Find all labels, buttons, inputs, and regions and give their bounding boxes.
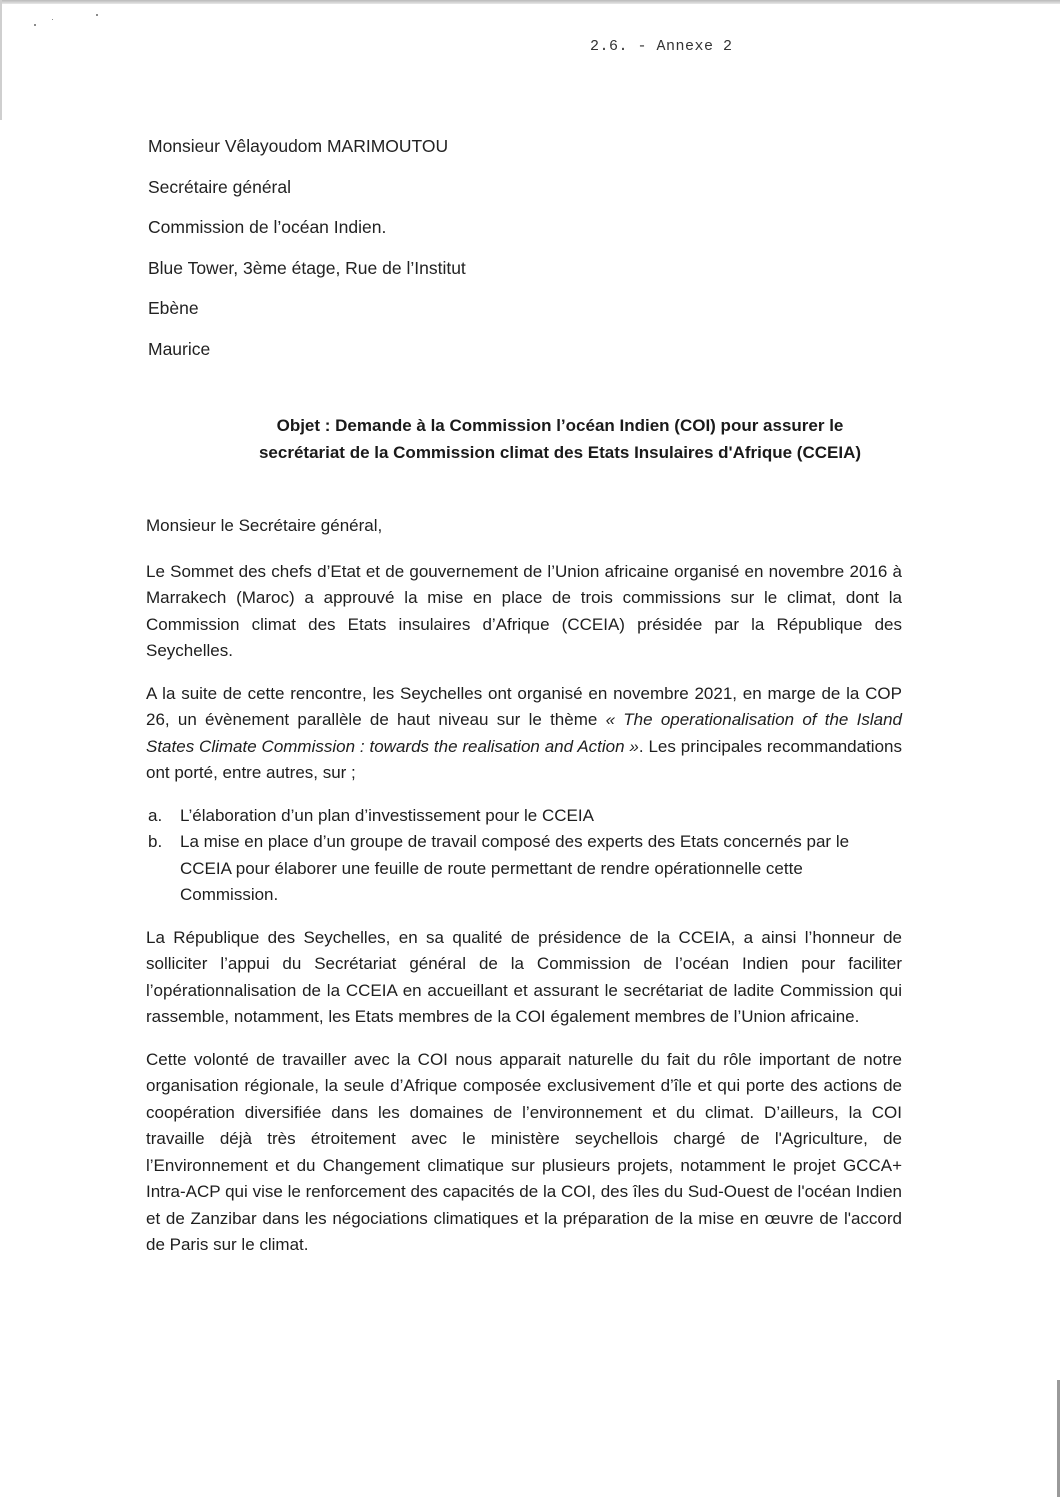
recipient-country: Maurice [148,338,211,359]
scan-speck [34,24,36,26]
list-item-text: L’élaboration d’un plan d’investissement pour le CCEIA [180,805,594,825]
paragraph-summit: Le Sommet des chefs d’Etat et de gouvernement de l’Union africaine organisé en novembre 2016 à Marrakech (Maroc) a approuvé la mise en place de trois commissions sur le climat, dont la Commission climat des Etats insulaires d’Afrique (CCEIA) présidée par la République des Seychelles. [146,561,902,660]
paragraph-request: La République des Seychelles, en sa qualité de présidence de la CCEIA, a ainsi l’honneur de solliciter l’appui du Secrétariat général de la Commission de l’océan Indien pour faciliter l’opérationnalisation de la CCEIA en accueillant et assurant le secrétariat de ladite Commission qui rassemble, notamment, les Etats membres de la COI également membres de l’Union africaine. [146,927,902,1026]
scan-top-edge [0,0,1060,4]
list-marker: b. [148,832,163,851]
scan-speck [96,14,98,16]
paragraph-cop26 [146,681,902,787]
paragraph-cooperation: Cette volonté de travailler avec la COI nous apparait naturelle du fait du rôle important de notre organisation régionale, la seule d’Afrique composée exclusivement d’île et qui porte des actions de coopération diversifiée dans les domaines de l’environnement et du climat. D’ailleurs, la COI travaille déjà très étroitement avec le ministère seychellois chargé de l'Agriculture, de l’Environnement et du Changement climatique sur plusieurs projets, notamment le projet GCCA+ Intra-ACP qui vise le renforcement des capacités de la COI, des îles du Sud-Ouest de l'océan Indien et de Zanzibar dans les négociations climatiques et la préparation de la mise en œuvre de l'accord de Paris sur le climat. [146,1049,902,1254]
paragraph-cop26-outro: . Les principales recommandations ont porté, entre autres, sur ; [146,736,902,782]
letter-body [146,513,902,1275]
letter-subject [240,412,880,466]
recipient-city: Ebène [148,298,199,318]
recipient-address-line: Blue Tower, 3ème étage, Rue de l’Institut [148,257,466,278]
salutation: Monsieur le Secrétaire général, [146,516,383,535]
recipient-title: Secrétaire général [148,176,291,197]
subject-line-2: secrétariat de la Commission climat des Etats Insulaires d'Afrique (CCEIA) [258,443,862,462]
list-item-text: La mise en place d’un groupe de travail composé des experts des Etats concernés par le CCEIA pour élaborer une feuille de route permettant de rendre opérationnelle cette Commission. [180,832,850,904]
recipient-organization: Commission de l’océan Indien. [148,217,387,237]
subject-line-1: Objet : Demande à la Commission l’océan Indien (COI) pour assurer le [276,416,844,435]
recipient-name: Monsieur Vêlayoudom MARIMOUTOU [148,136,449,156]
recipient-address-block [148,126,466,369]
recommendations-list [146,803,902,909]
list-item [148,803,902,830]
scan-left-edge [0,0,2,120]
list-marker: a. [148,805,163,825]
scan-speck [52,19,53,20]
annex-reference: 2.6. - Annexe 2 [590,38,733,55]
event-theme-quote: « The operationalisation of the Island States Climate Commission : towards the realisation and Action » [146,710,902,756]
paragraph-cop26-intro: A la suite de cette rencontre, les Seychelles ont organisé en novembre 2021, en marge de la COP 26, un évènement parallèle de haut niveau sur le thème [146,683,902,729]
list-item [148,829,902,909]
